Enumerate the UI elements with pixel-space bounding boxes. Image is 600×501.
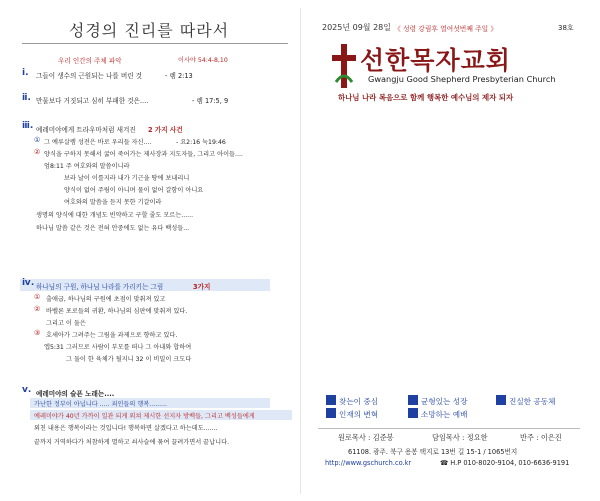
sec3-item-2-text: 양식을 구하지 못해서 굶어 죽어가는 제사장과 지도자들, 그리고 아이들.... — [44, 151, 243, 158]
square-bullet-icon — [326, 395, 336, 405]
church-cross-icon — [330, 42, 358, 90]
bulletin-date: 2025년 09월 28일 — [322, 23, 391, 32]
sec4-item-4-text: 호세아가 그려주는 그림을 과제으로 향하고 있다. — [46, 332, 178, 339]
section-4-text: 하나님의 구원, 하나님 나라를 가리키는 그림 — [36, 283, 164, 291]
keyword-4: 인재의 변혁 — [326, 408, 378, 420]
section-1-text: 그들이 생수의 근원되는 나를 버린 것 — [36, 72, 143, 80]
square-bullet-icon — [326, 408, 336, 418]
sec3-sub-1: 엄8:11 주 여호와의 말씀이니라 — [44, 163, 130, 170]
section-1-numeral: ⅰ. — [22, 68, 29, 78]
church-website[interactable]: http://www.gschurch.co.kr — [325, 459, 412, 467]
section-3-text: 예레미야에게 트라우마처럼 새겨진 — [36, 126, 136, 134]
church-motto: 하나님 나라 복음으로 함께 행복한 예수님의 제자 되자 — [338, 93, 514, 102]
liturgical-sunday: 《 성령 강림후 열여섯번째 주일 》 — [394, 25, 498, 33]
square-bullet-icon — [408, 408, 418, 418]
section-3-numeral: ⅲ. — [22, 121, 34, 131]
sec3-sub-3: 양식이 없어 주림이 아니며 물이 없어 갈함이 아니요 — [64, 187, 204, 194]
sec4-item-3-text: 그리고 이 둘은 — [46, 320, 86, 327]
sec3-item-1-text: 그 예루살렘 성전은 바로 우리들 자신.... — [44, 139, 152, 146]
sec4-sub-2: 그 둘이 한 육체가 될지니 32 이 비밀이 크도다 — [66, 356, 192, 363]
sec4-sub-1: 엡5:31 그러므로 사람이 부모를 떠나 그 아내와 합하여 — [44, 344, 192, 351]
left-title: 성경의 진리를 따라서 — [68, 21, 230, 40]
section-4-numeral: ⅳ. — [22, 278, 35, 288]
sec4-item-2-text: 바벨론 포로들의 귀환, 하나님의 심판에 맞춰져 있다. — [46, 308, 188, 315]
topic-ref: 이사야 54:4-8,10 — [178, 57, 228, 64]
keyword-3: 진실한 공동체 — [496, 395, 555, 407]
sec5-line-2: 예레미야가 40년 가까이 일관 되게 외쳐 제시한 선지자 방백들, 그리고 백성들에게 — [34, 413, 255, 420]
section-2-text: 만물보다 거짓되고 심히 부패한 것은.... — [36, 97, 149, 105]
keyword-5: 소망하는 예배 — [408, 408, 467, 420]
lead-pastor: 담임목사 : 정요한 — [432, 433, 488, 442]
accompanist: 반주 : 이은진 — [520, 433, 562, 442]
section-5-text: 예레미야의 슬픈 노래는.... — [36, 390, 115, 398]
sec5-line-4: 끝까지 거역하다가 처참하게 멸하고 쇠사슬에 묶여 끌려가면서 끝납니다. — [34, 439, 230, 446]
square-bullet-icon — [496, 395, 506, 405]
footer-divider — [318, 428, 580, 429]
section-3-emph: 2 가지 사건 — [148, 126, 183, 134]
sec4-item-1-mark: ① — [34, 293, 41, 301]
section-1-ref: - 렘 2:13 — [165, 72, 193, 80]
sec4-item-2-mark: ② — [34, 305, 41, 313]
senior-pastor: 원로목사 : 김준봉 — [338, 433, 394, 442]
church-phone: ☎ H.P 010-8020-9104, 010-6636-9191 — [440, 459, 570, 467]
sec4-item-4-mark: ③ — [34, 329, 41, 337]
column-divider — [300, 8, 301, 494]
issue-number: 38호 — [558, 24, 574, 32]
sec3-item-2-mark: ② — [34, 148, 41, 156]
sec5-line-1: 가난한 정부이 아닙니다 ..... 죄인들의 행복......... — [34, 401, 168, 408]
section-4-emph: 3가지 — [193, 283, 211, 291]
sec3-sub-5: 생명의 양식에 대한 개념도 빈약하고 구할 줄도 모르는...... — [36, 212, 194, 219]
title-divider — [22, 43, 288, 44]
square-bullet-icon — [408, 395, 418, 405]
church-name: 선한목자교회 — [360, 46, 511, 75]
sec3-item-1-mark: ① — [34, 136, 41, 144]
sec4-item-1-text: 출애굽, 하나님의 구원에 초점이 맞춰져 있고 — [46, 296, 166, 303]
keyword-2: 균형있는 성장 — [408, 395, 467, 407]
topic-label: 우리 인간의 주체 파악 — [58, 57, 122, 65]
church-address: 61108. 광주. 북구 용봉 택지로 13번 길 15-1 / 1065번지 — [348, 448, 518, 456]
sec3-sub-4: 여호와의 말씀을 듣지 못한 기갈이라 — [64, 199, 162, 206]
sec5-line-3: 외친 내용은 행복이라는 것입니다! 행복하면 살겠다고 하는데도....... — [34, 425, 218, 432]
section-5-numeral: ⅴ. — [22, 385, 32, 395]
section-2-ref: - 렘 17:5, 9 — [192, 97, 229, 105]
sec3-item-1-ref: - 요2:16 눅19:46 — [176, 139, 226, 146]
keyword-1: 찾는이 중심 — [326, 395, 378, 407]
sec3-sub-6: 하나님 말씀 같은 것은 전혀 안중에도 없는 유다 백성들... — [36, 225, 190, 232]
section-2-numeral: ⅱ. — [22, 93, 31, 103]
church-name-english: Gwangju Good Shepherd Presbyterian Church — [368, 74, 556, 84]
sec3-sub-2: 보라 날이 이를지라 내가 기근을 땅에 보내리니 — [64, 175, 190, 182]
